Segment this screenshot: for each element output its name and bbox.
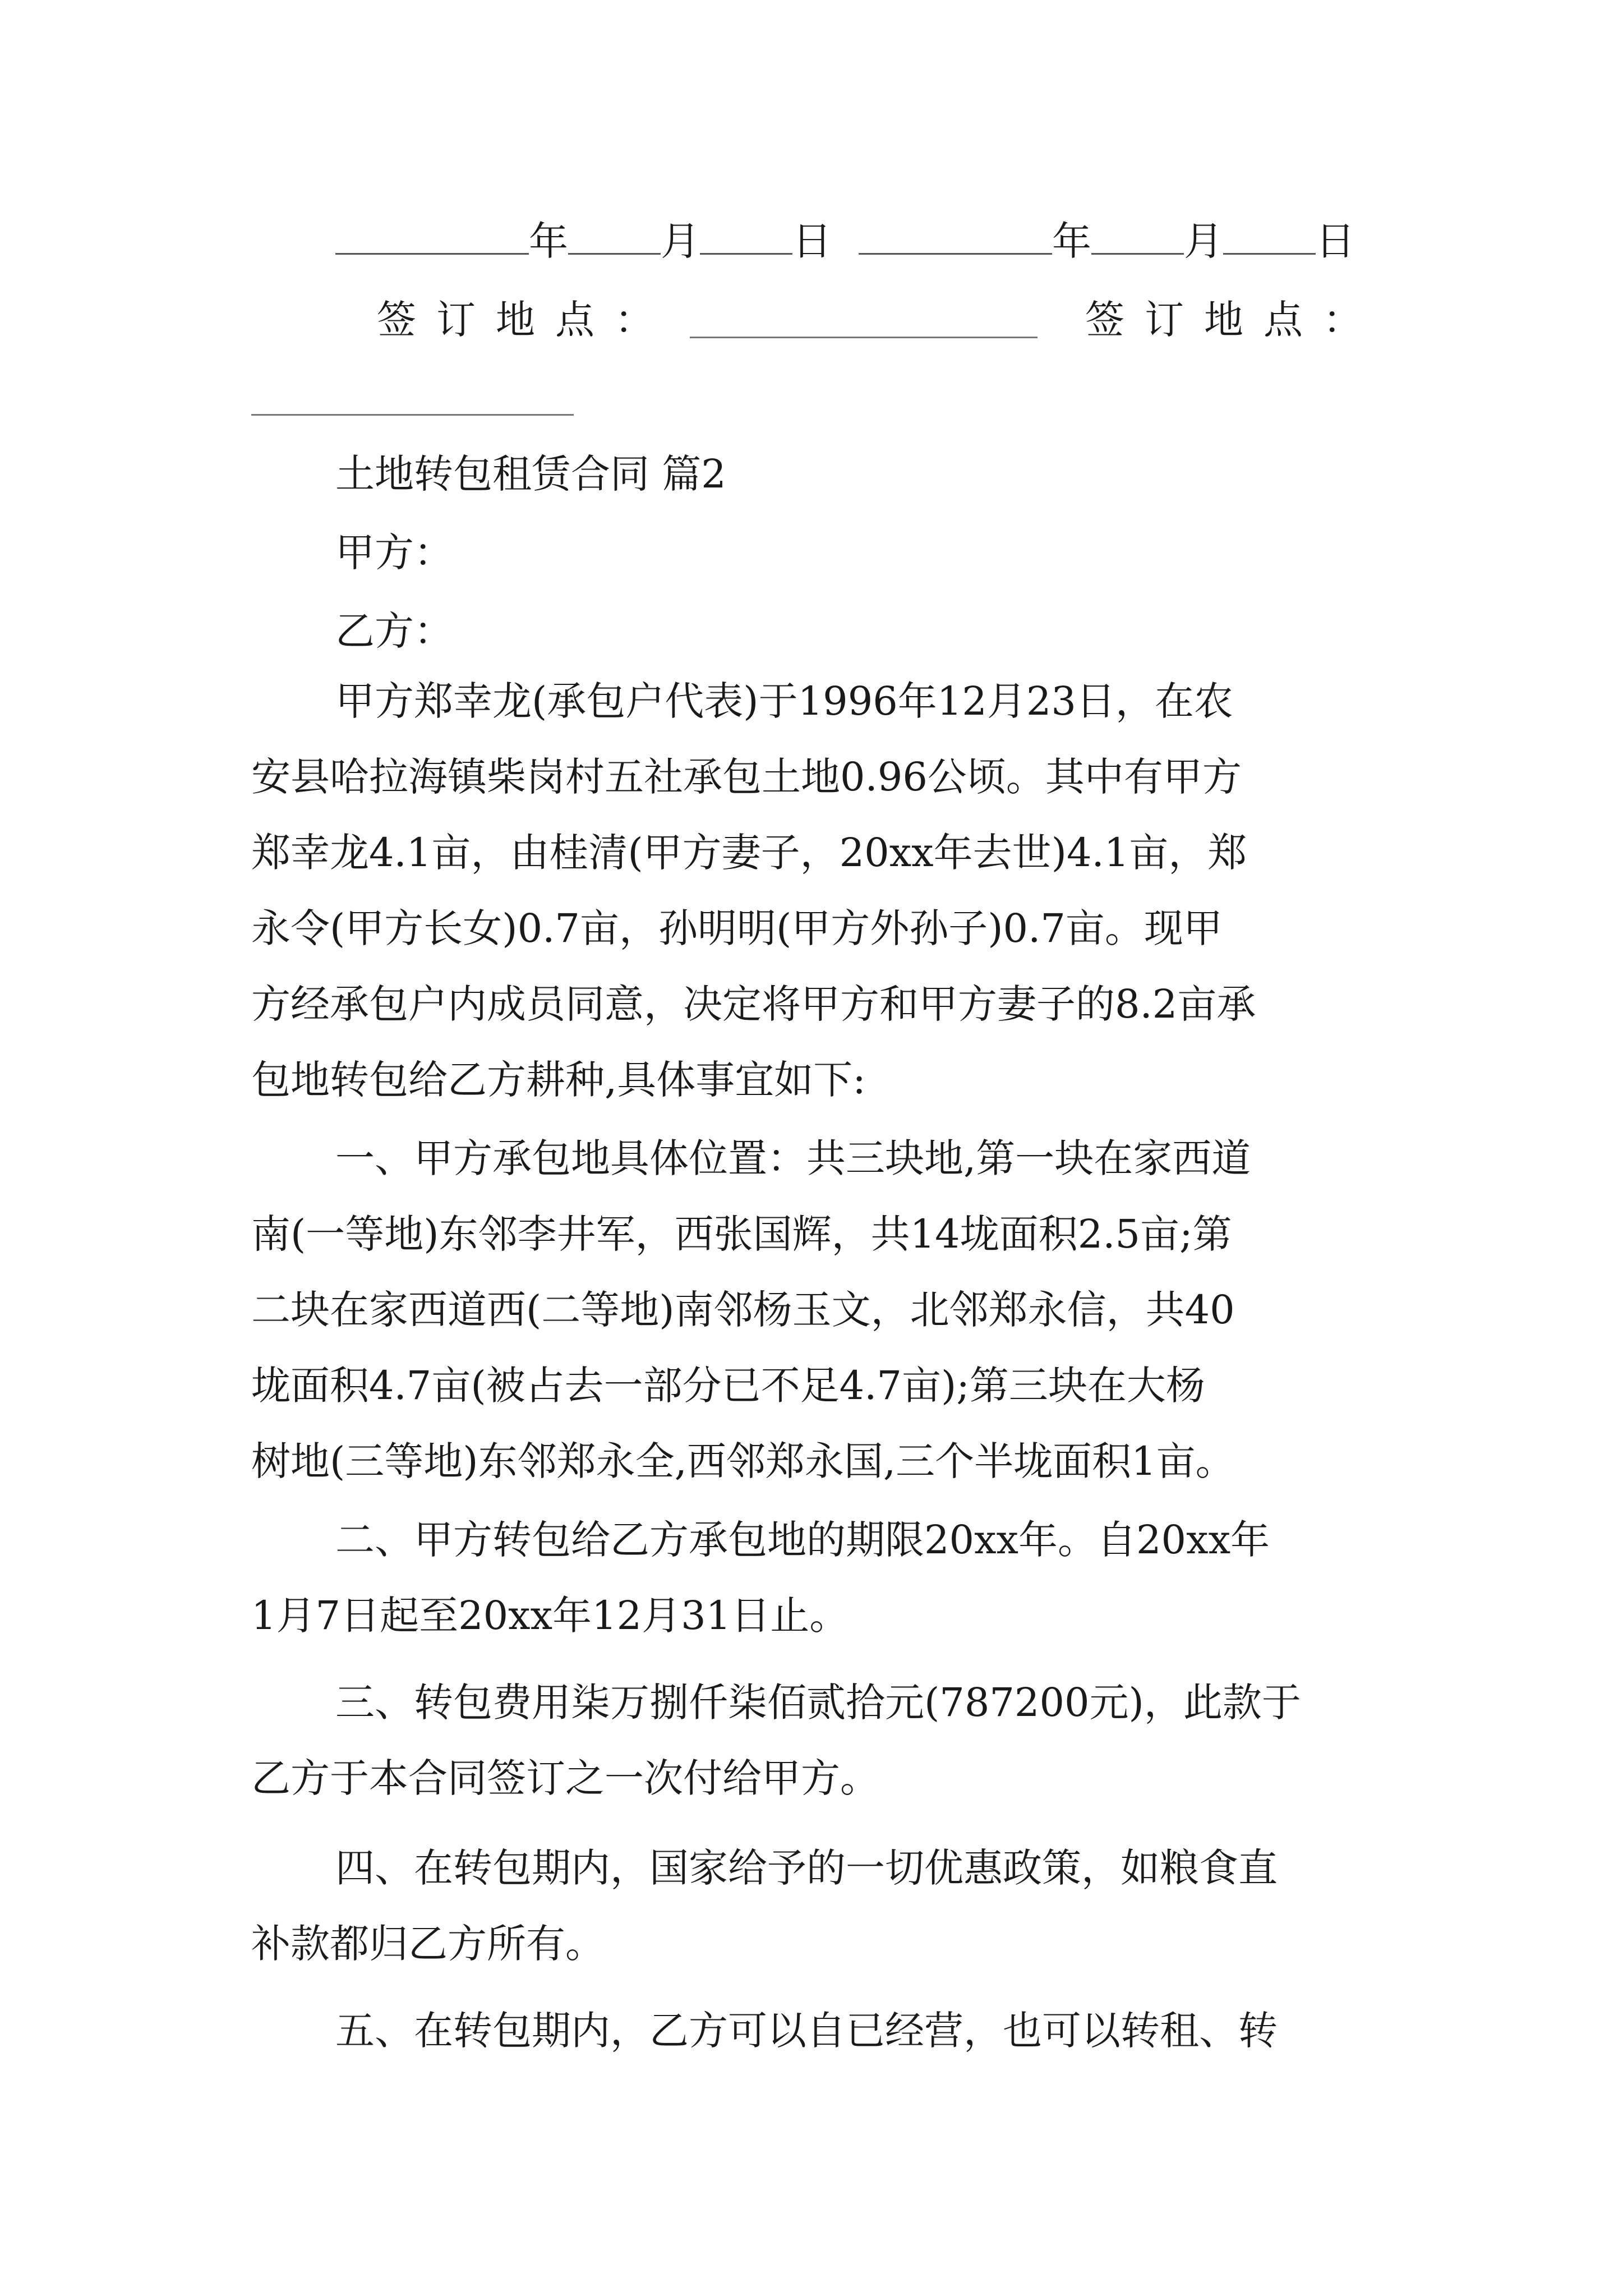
- paragraph-line: 南(一等地)东邻李井军，西张国辉，共14垅面积2.5亩;第: [251, 1211, 1232, 1257]
- paragraph-line: 树地(三等地)东邻郑永全,西邻郑永国,三个半垅面积1亩。: [251, 1438, 1235, 1484]
- month-label: 月: [1184, 218, 1223, 264]
- paragraph-line: 一、甲方承包地具体位置：共三块地,第一块在家西道: [335, 1135, 1251, 1181]
- blank-day-b: [1223, 249, 1316, 255]
- paragraph-line: 垅面积4.7亩(被占去一部分已不足4.7亩);第三块在大杨: [251, 1363, 1205, 1409]
- signature-date-row: [335, 218, 1457, 264]
- paragraph-line: 安县哈拉海镇柴岗村五社承包土地0.96公顷。其中有甲方: [251, 754, 1242, 800]
- paragraph-line: 三、转包费用柒万捌仟柒佰贰拾元(787200元)，此款于: [335, 1680, 1301, 1726]
- blank-day-a: [700, 249, 792, 255]
- section-heading: 土地转包租赁合同 篇2: [335, 451, 726, 497]
- blank-place-b: [251, 414, 574, 416]
- blank-place-a: [690, 337, 1038, 338]
- month-label: 月: [661, 218, 700, 264]
- paragraph-line: 甲方郑幸龙(承包户代表)于1996年12月23日，在农: [335, 678, 1233, 724]
- paragraph-line: 1月7日起至20xx年12月31日止。: [251, 1593, 849, 1639]
- paragraph-line: 永令(甲方长女)0.7亩，孙明明(甲方外孙子)0.7亩。现甲: [251, 905, 1223, 951]
- blank-month-b: [1091, 249, 1184, 255]
- day-label: 日: [1316, 218, 1355, 264]
- year-label: 年: [529, 218, 568, 264]
- party-b-label: 乙方：: [335, 608, 453, 654]
- blank-month-a: [568, 249, 661, 255]
- blank-year-a: [335, 249, 529, 255]
- day-label: 日: [792, 218, 832, 264]
- paragraph-line: 二块在家西道西(二等地)南邻杨玉文，北邻郑永信，共40: [251, 1287, 1235, 1333]
- paragraph-line: 四、在转包期内，国家给予的一切优惠政策，如粮食直: [335, 1845, 1278, 1891]
- place-label: 签订地点：: [1085, 297, 1382, 343]
- paragraph-line: 二、甲方转包给乙方承包地的期限20xx年。自20xx年: [335, 1517, 1270, 1563]
- paragraph-line: 方经承包户内成员同意，决定将甲方和甲方妻子的8.2亩承: [251, 981, 1256, 1027]
- place-label: 签订地点：: [377, 297, 674, 343]
- paragraph-line: 补款都归乙方所有。: [251, 1921, 605, 1967]
- paragraph-line: 五、在转包期内，乙方可以自已经营，也可以转租、转: [335, 2008, 1278, 2054]
- signing-place-right: [1085, 297, 1623, 343]
- paragraph-line: 郑幸龙4.1亩，由桂清(甲方妻子，20xx年去世)4.1亩，郑: [251, 830, 1247, 876]
- year-label: 年: [1052, 218, 1091, 264]
- blank-year-b: [859, 249, 1052, 255]
- party-a-label: 甲方：: [335, 530, 453, 576]
- paragraph-line: 包地转包给乙方耕种,具体事宜如下:: [251, 1057, 866, 1103]
- paragraph-line: 乙方于本合同签订之一次付给甲方。: [251, 1755, 879, 1801]
